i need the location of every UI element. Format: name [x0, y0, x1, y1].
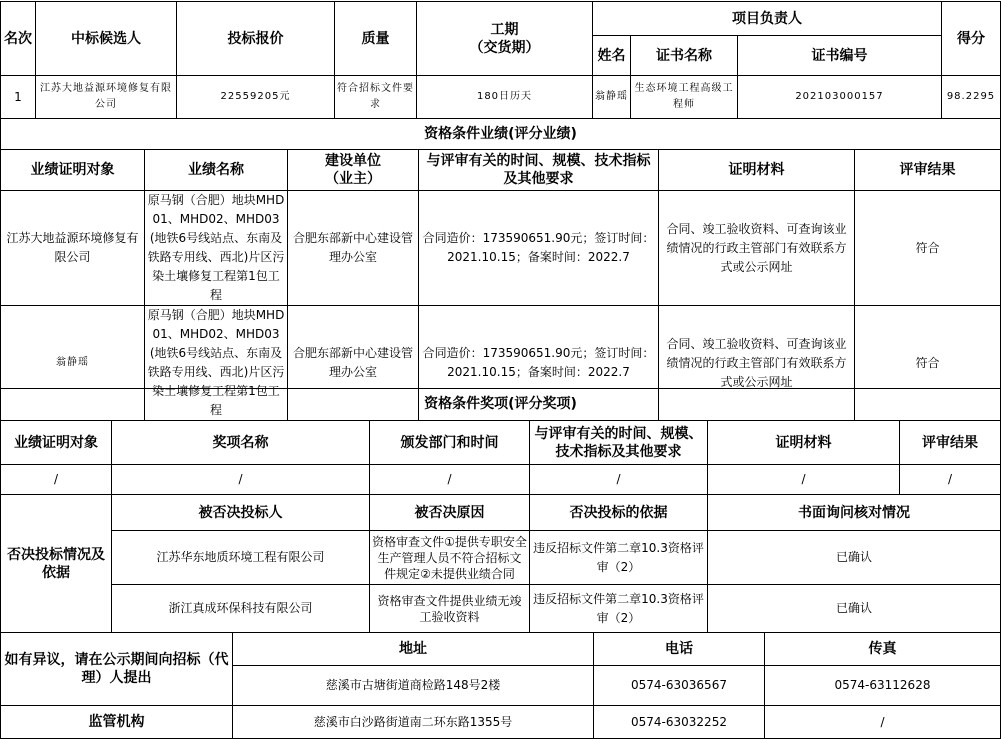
- cert-name-header: 证书名称: [631, 36, 738, 76]
- perf-material-cell: 合同、竣工验收资料、可查询该业绩情况的行政主管部门有效联系方式或公示网址: [659, 306, 855, 421]
- candidate-cell: 江苏大地益源环境修复有限公司: [36, 76, 177, 119]
- reject-basis-cell: 违反招标文件第二章10.3资格评审（2）: [530, 531, 708, 585]
- perf-result-cell: 符合: [855, 306, 1001, 421]
- award-material-header: 证明材料: [708, 421, 900, 465]
- score-cell: 98.2295: [942, 76, 1001, 119]
- cert-name-cell: 生态环境工程高级工程师: [631, 76, 738, 119]
- award-object-header: 业绩证明对象: [1, 421, 112, 465]
- quality-header: 质量: [335, 2, 417, 76]
- perf-object-header: 业绩证明对象: [1, 150, 145, 191]
- manager-header: 项目负责人: [593, 2, 942, 36]
- perf-material-header: 证明材料: [659, 150, 855, 191]
- table-row: [1, 531, 1001, 585]
- award-object-cell: /: [1, 465, 112, 495]
- perf-material-cell: 合同、竣工验收资料、可查询该业绩情况的行政主管部门有效联系方式或公示网址: [659, 191, 855, 306]
- price-cell: 22559205元: [177, 76, 335, 119]
- price-header: 投标报价: [177, 2, 335, 76]
- rejection-label: 否决投标情况及依据: [1, 495, 112, 633]
- table-row: [1, 585, 1001, 633]
- reject-reason-header: 被否决原因: [370, 495, 530, 531]
- manager-name-cell: 翁静瑶: [593, 76, 631, 119]
- objection-label: 如有异议，请在公示期间向招标（代理）人提出: [1, 633, 233, 706]
- reject-basis-cell: 违反招标文件第二章10.3资格评审（2）: [530, 585, 708, 633]
- award-table: [0, 388, 1001, 495]
- objection-fax-cell: 0574-63112628: [765, 666, 1001, 706]
- perf-result-header: 评审结果: [855, 150, 1001, 191]
- score-header: 得分: [942, 2, 1001, 76]
- table-row: [1, 191, 1001, 306]
- period-cell: 180日历天: [417, 76, 593, 119]
- award-material-cell: /: [708, 465, 900, 495]
- award-result-header: 评审结果: [900, 421, 1001, 465]
- period-header: 工期 （交货期）: [417, 2, 593, 76]
- rank-header: 名次: [1, 2, 36, 76]
- award-name-header: 奖项名称: [112, 421, 370, 465]
- reject-inquiry-cell: 已确认: [708, 531, 1001, 585]
- perf-object-cell: 翁静瑶: [1, 306, 145, 421]
- cert-no-header: 证书编号: [738, 36, 942, 76]
- fax-header: 传真: [765, 633, 1001, 666]
- perf-owner-header: 建设单位 （业主）: [288, 150, 419, 191]
- perf-object-cell: 江苏大地益源环境修复有限公司: [1, 191, 145, 306]
- reject-reason-cell: 资格审查文件①提供专职安全生产管理人员不符合招标文件规定②未提供业绩合同: [370, 531, 530, 585]
- perf-req-header: 与评审有关的时间、规模、技术指标及其他要求: [419, 150, 659, 191]
- contact-table: [0, 632, 1001, 739]
- table-row: [1, 76, 1001, 119]
- reject-inquiry-cell: 已确认: [708, 585, 1001, 633]
- reject-inquiry-header: 书面询问核对情况: [708, 495, 1001, 531]
- perf-req-cell: 合同造价：173590651.90元；签订时间：2021.10.15；备案时间：2022.7: [419, 191, 659, 306]
- award-req-cell: /: [530, 465, 708, 495]
- address-header: 地址: [233, 633, 594, 666]
- supervision-fax-cell: /: [765, 706, 1001, 739]
- cert-no-cell: 202103000157: [738, 76, 942, 119]
- reject-basis-header: 否决投标的依据: [530, 495, 708, 531]
- candidate-table: [0, 1, 1001, 119]
- table-row: [1, 465, 1001, 495]
- perf-name-header: 业绩名称: [145, 150, 288, 191]
- reject-bidder-cell: 江苏华东地质环境工程有限公司: [112, 531, 370, 585]
- perf-name-cell: 原马钢（合肥）地块MHD01、MHD02、MHD03(地铁6号线站点、东南及铁路专用线、西北)片区污染土壤修复工程第1包工程: [145, 191, 288, 306]
- candidate-header: 中标候选人: [36, 2, 177, 76]
- reject-bidder-header: 被否决投标人: [112, 495, 370, 531]
- performance-section-title: 资格条件业绩(评分业绩): [1, 119, 1001, 150]
- quality-cell: 符合招标文件要求: [335, 76, 417, 119]
- perf-name-cell: 原马钢（合肥）地块MHD01、MHD02、MHD03(地铁6号线站点、东南及铁路专用线、西北)片区污染土壤修复工程第1包工程: [145, 306, 288, 421]
- award-req-header: 与评审有关的时间、规模、技术指标及其他要求: [530, 421, 708, 465]
- reject-reason-cell: 资格审查文件提供业绩无竣工验收资料: [370, 585, 530, 633]
- table-row: [1, 706, 1001, 739]
- perf-req-cell: 合同造价：173590651.90元；签订时间：2021.10.15；备案时间：2022.7: [419, 306, 659, 421]
- name-header: 姓名: [593, 36, 631, 76]
- award-result-cell: /: [900, 465, 1001, 495]
- award-issuer-cell: /: [370, 465, 530, 495]
- rejection-table: [0, 494, 1001, 633]
- reject-bidder-cell: 浙江真成环保科技有限公司: [112, 585, 370, 633]
- performance-table: [0, 118, 1001, 421]
- phone-header: 电话: [594, 633, 765, 666]
- award-section-title: 资格条件奖项(评分奖项): [1, 389, 1001, 421]
- rank-cell: 1: [1, 76, 36, 119]
- award-name-cell: /: [112, 465, 370, 495]
- supervision-phone-cell: 0574-63032252: [594, 706, 765, 739]
- objection-phone-cell: 0574-63036567: [594, 666, 765, 706]
- award-issuer-header: 颁发部门和时间: [370, 421, 530, 465]
- perf-owner-cell: 合肥东部新中心建设管理办公室: [288, 306, 419, 421]
- objection-address-cell: 慈溪市古塘街道商检路148号2楼: [233, 666, 594, 706]
- perf-owner-cell: 合肥东部新中心建设管理办公室: [288, 191, 419, 306]
- perf-result-cell: 符合: [855, 191, 1001, 306]
- supervision-address-cell: 慈溪市白沙路街道南二环东路1355号: [233, 706, 594, 739]
- supervision-label: 监管机构: [1, 706, 233, 739]
